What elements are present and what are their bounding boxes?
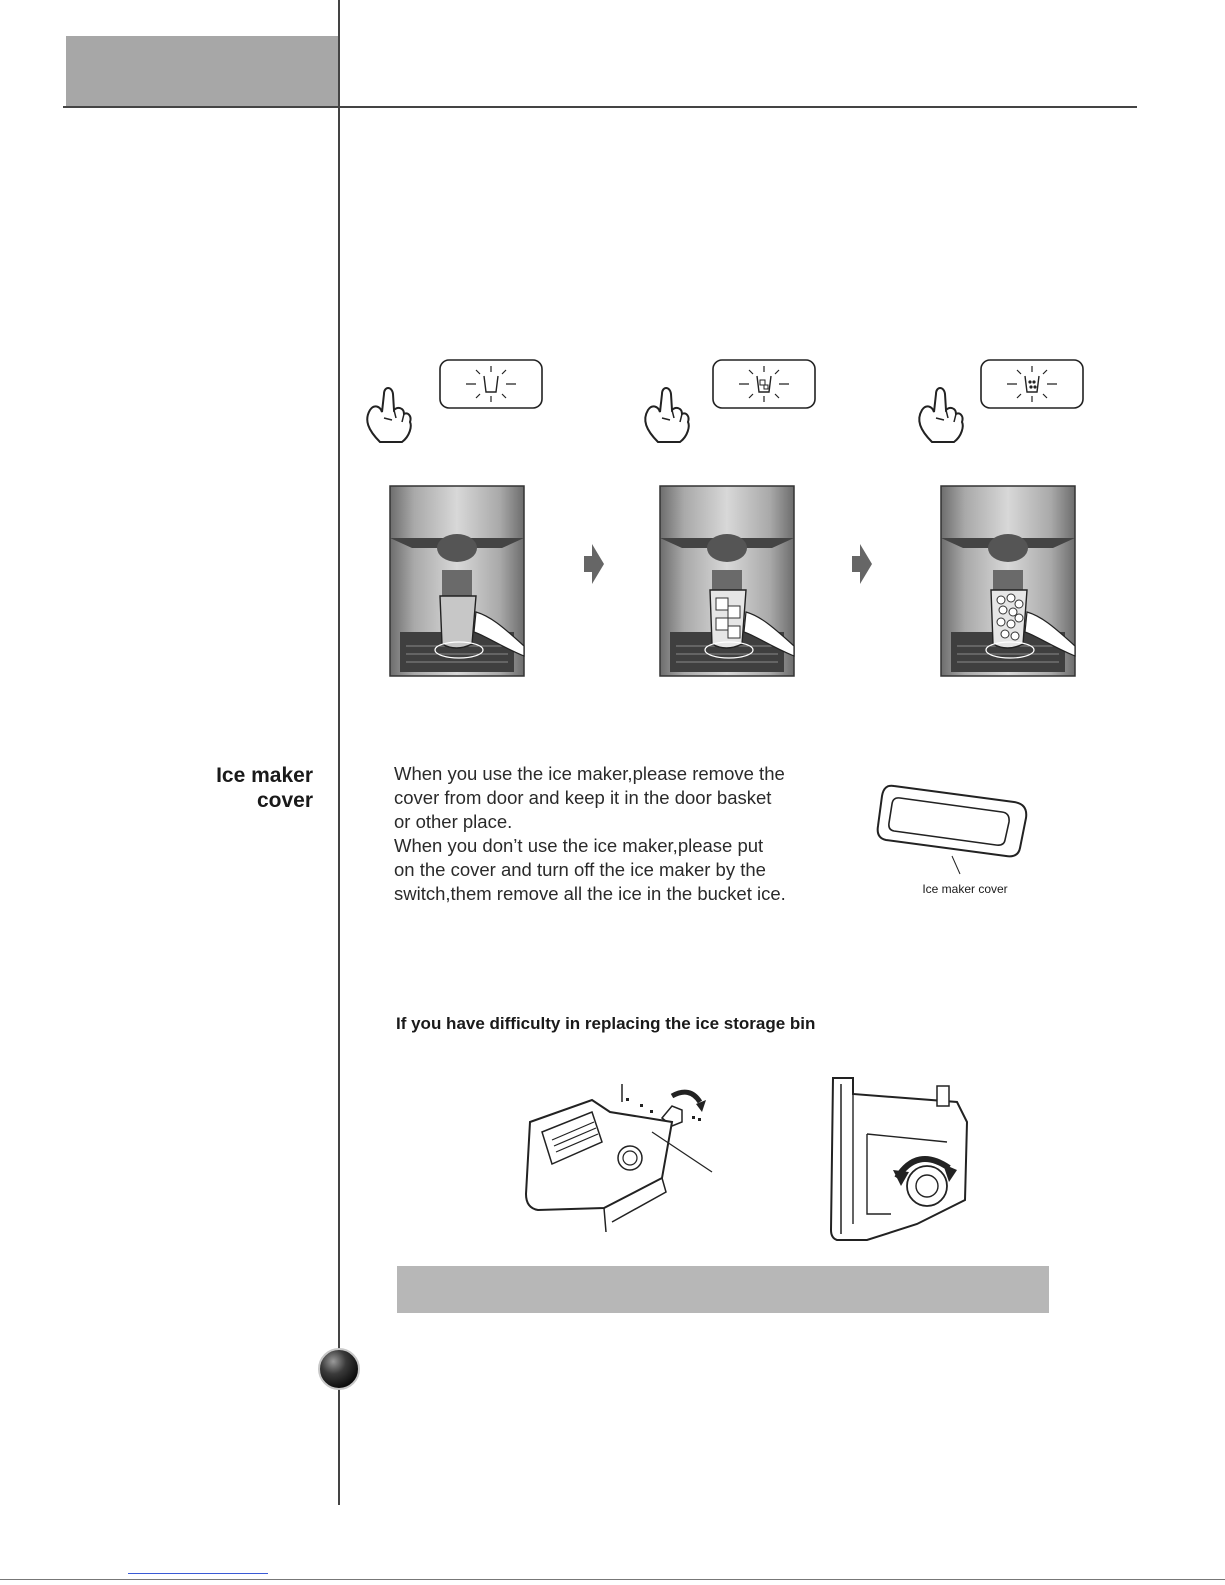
note-bar	[397, 1266, 1049, 1313]
section-label-line2: cover	[256, 789, 313, 812]
water-cup-icon	[440, 360, 542, 408]
ice-maker-cover-illustration	[874, 782, 1034, 872]
cover-text-line: When you don’t use the ice maker,please put	[394, 835, 764, 856]
cover-caption: Ice maker cover	[922, 882, 1008, 896]
cover-text-line: on the cover and turn off the ice maker by the	[394, 859, 766, 880]
cover-text-line: When you use the ice maker,please remove the	[394, 763, 785, 784]
dispenser-panel	[660, 486, 794, 676]
cover-text-line: or other place.	[394, 811, 513, 832]
cubed-ice-icon	[713, 360, 815, 408]
dispenser-panel	[941, 486, 1075, 676]
crushed-ice-icon	[981, 360, 1083, 408]
dispenser-steps-illustration	[0, 0, 1225, 720]
step-3	[919, 360, 1083, 676]
difficulty-heading: If you have difficulty in replacing the ice storage bin	[396, 1014, 816, 1033]
footer-link-underline	[128, 1573, 268, 1574]
section-label-line1: Ice maker	[216, 764, 313, 787]
finger-press-icon	[919, 388, 962, 442]
finger-press-icon	[645, 388, 688, 442]
cover-text-line: switch,them remove all the ice in the bucket ice.	[394, 883, 786, 904]
step-arrow-1	[584, 544, 604, 584]
step-arrow-2	[852, 544, 872, 584]
footer-rule	[0, 1579, 1225, 1580]
ice-maker-unit-illustration	[827, 1074, 977, 1244]
step-2	[645, 360, 815, 676]
page-marker-icon	[318, 1348, 360, 1390]
dispenser-panel	[390, 486, 524, 676]
cover-instructions	[394, 762, 844, 906]
finger-press-icon	[367, 388, 410, 442]
cover-text-line: cover from door and keep it in the door basket	[394, 787, 772, 808]
ice-bin-illustration	[522, 1082, 722, 1232]
step-1	[367, 360, 542, 676]
section-label	[113, 763, 313, 813]
